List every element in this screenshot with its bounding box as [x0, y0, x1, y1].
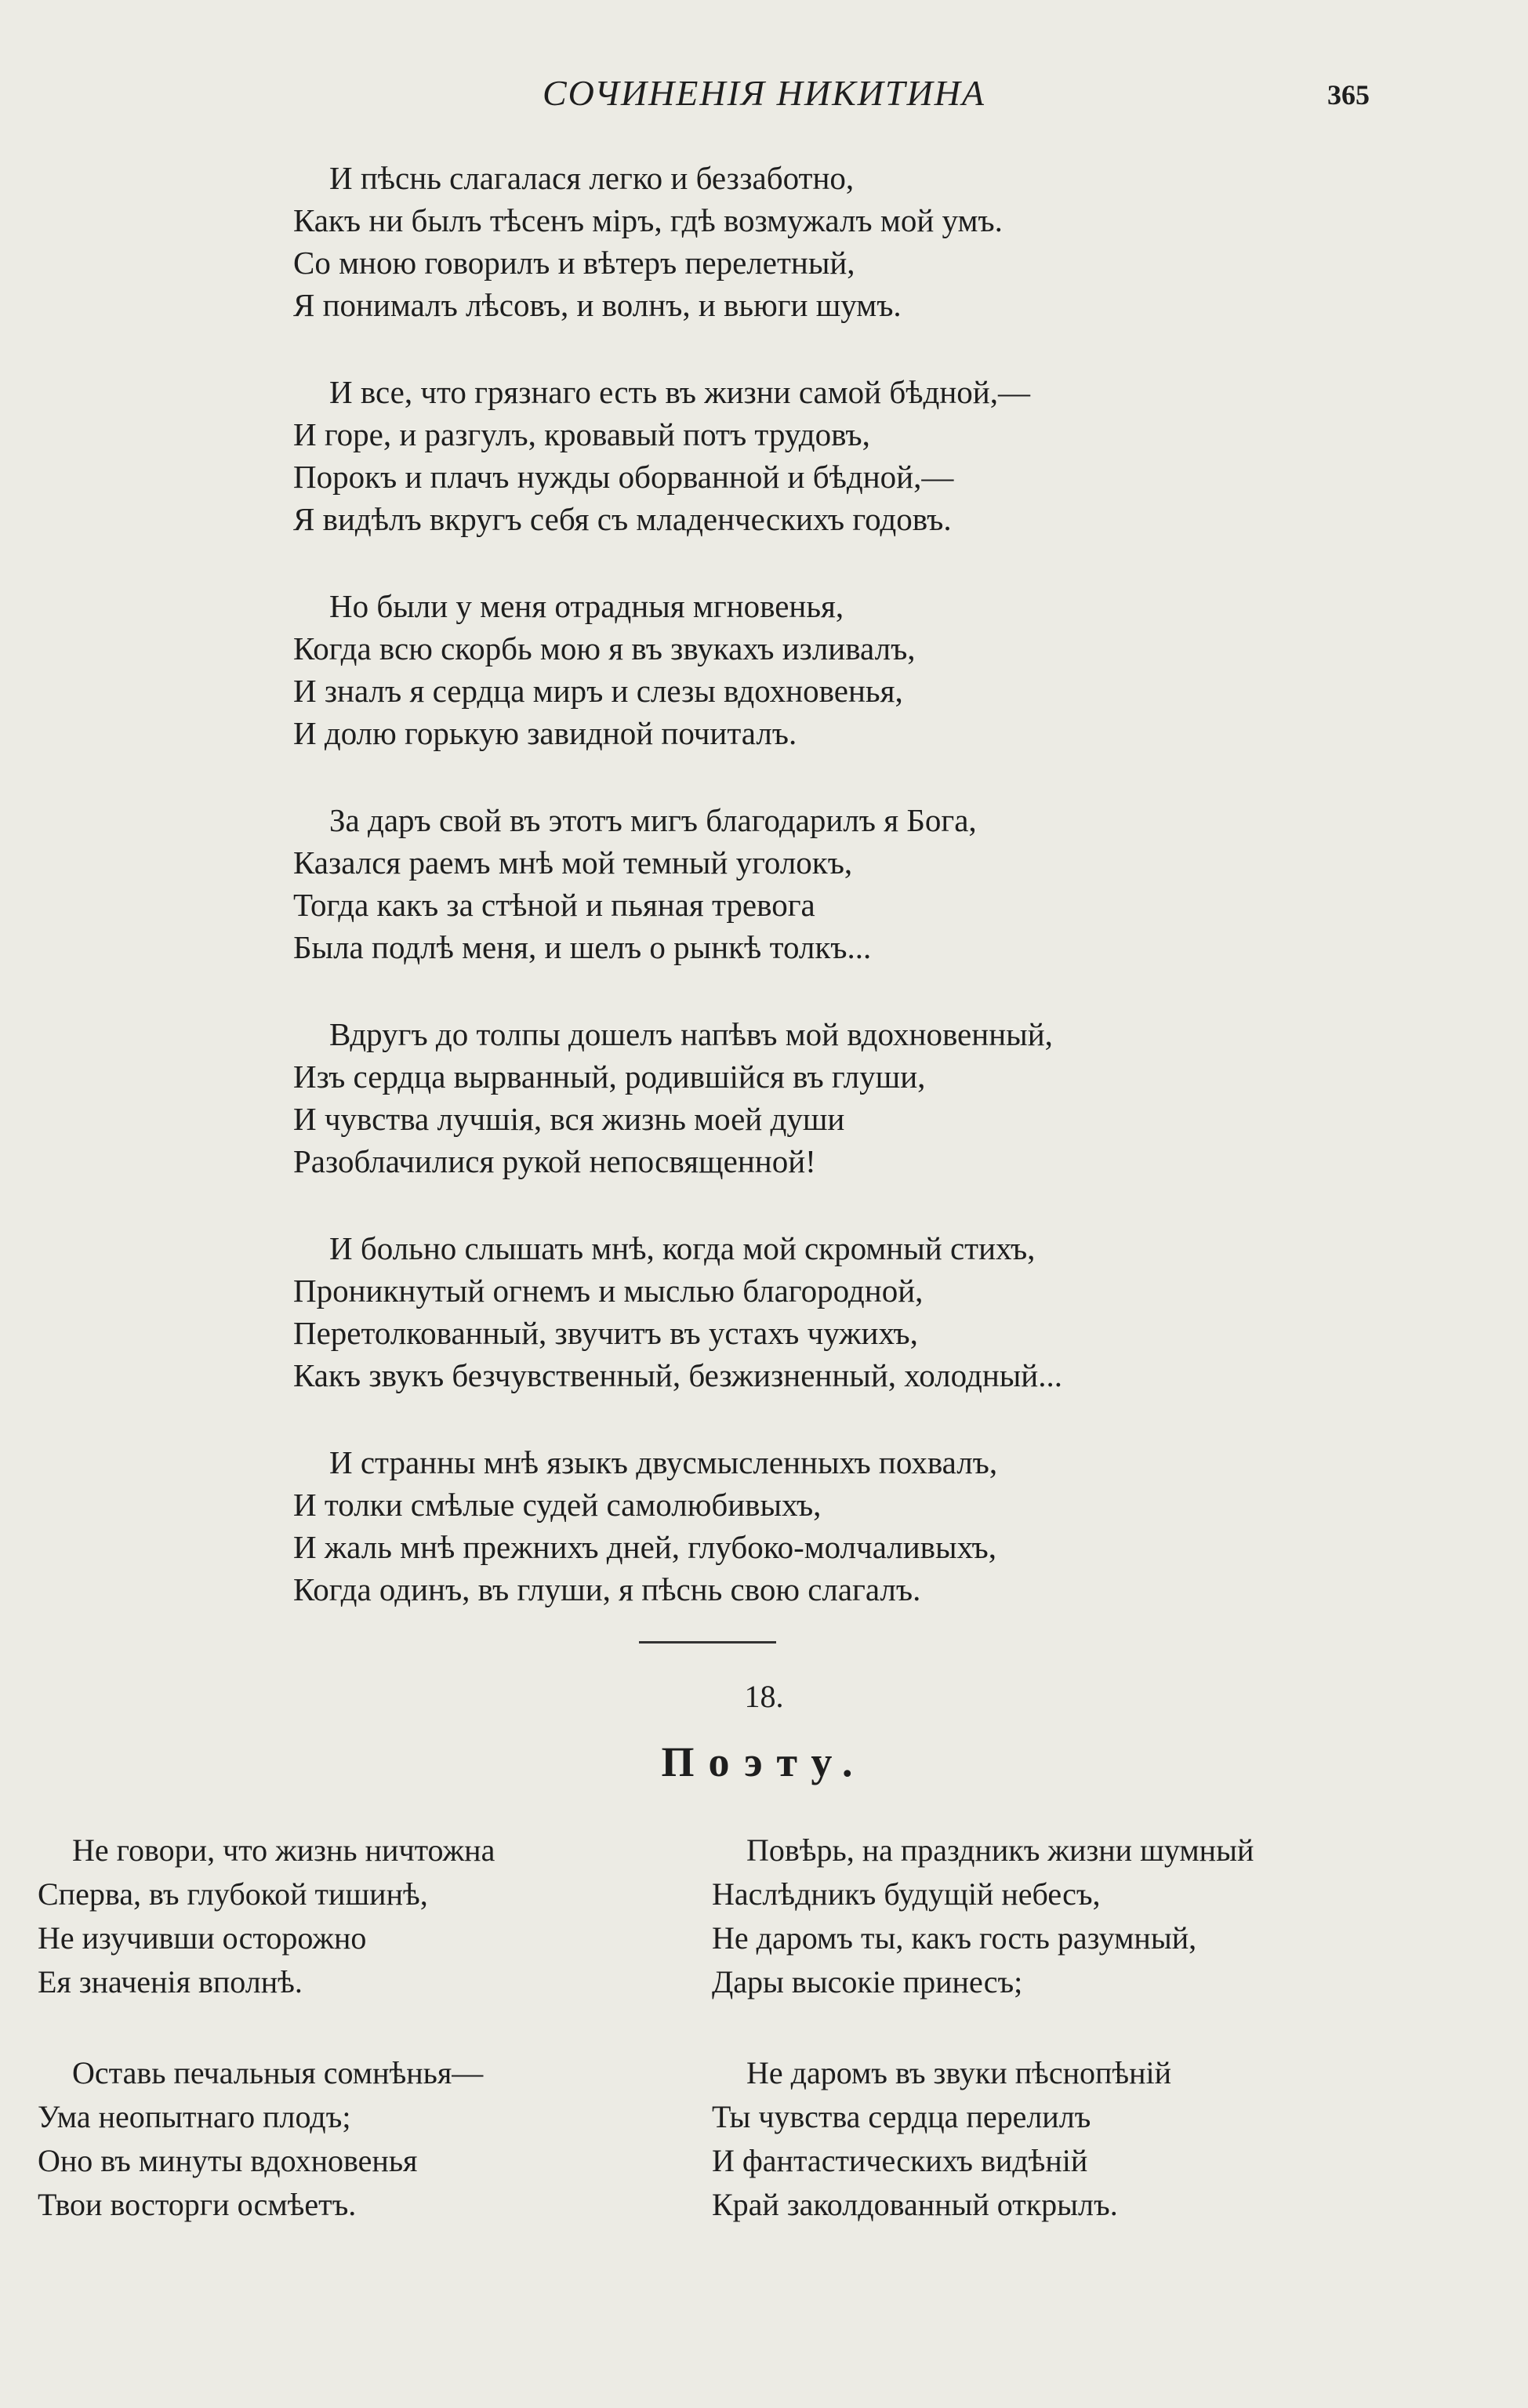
- stanza: [293, 1013, 1312, 1182]
- verse-line: Какъ ни былъ тѣсенъ міръ, гдѣ возмужалъ мой умъ.: [293, 202, 1003, 238]
- verse-line: И долю горькую завидной почиталъ.: [293, 715, 797, 751]
- verse-line: Но были у меня отрадныя мгновенья,: [329, 588, 844, 624]
- verse-line: Я видѣлъ вкругъ себя съ младенческихъ годовъ.: [293, 501, 952, 537]
- verse-line: Твои восторги осмѣетъ.: [38, 2187, 357, 2222]
- verse-line: Тогда какъ за стѣной и пьяная тревога: [293, 887, 815, 923]
- verse-line: И фантастическихъ видѣній: [712, 2143, 1088, 2178]
- stanza: [293, 157, 1312, 326]
- verse-line: Перетолкованный, звучитъ въ устахъ чужихъ,: [293, 1315, 918, 1351]
- stanza: [293, 371, 1312, 540]
- verse-line: Была подлѣ меня, и шелъ о рынкѣ толкъ...: [293, 929, 872, 965]
- verse-line: Я понималъ лѣсовъ, и волнъ, и вьюги шумъ.: [293, 287, 902, 323]
- verse-line: И больно слышать мнѣ, когда мой скромный стихъ,: [329, 1230, 1036, 1266]
- verse-line: Не говори, что жизнь ничтожна: [72, 1832, 495, 1868]
- verse-line: Сперва, въ глубокой тишинѣ,: [38, 1876, 428, 1912]
- verse-line: Ума неопытнаго плодъ;: [38, 2099, 351, 2134]
- verse-line: Изъ сердца вырванный, родившійся въ глуши,: [293, 1059, 926, 1095]
- poem-body: [293, 157, 1312, 1655]
- page-number: 365: [1327, 79, 1370, 111]
- verse-line: Казался раемъ мнѣ мой темный уголокъ,: [293, 844, 853, 881]
- poem-title: Поэту.: [661, 1738, 867, 1785]
- verse-line: Порокъ и плачъ нужды оборванной и бѣдной,—: [293, 459, 954, 495]
- verse-line: И странны мнѣ языкъ двусмысленныхъ похвалъ,: [329, 1444, 998, 1480]
- verse-line: Не даромъ ты, какъ гость разумный,: [712, 1920, 1197, 1956]
- verse-line: Оно въ минуты вдохновенья: [38, 2143, 418, 2178]
- verse-line: И жаль мнѣ прежнихъ дней, глубоко-молчаливыхъ,: [293, 1529, 996, 1565]
- verse-line: Когда одинъ, въ глуши, я пѣснь свою слагалъ.: [293, 1571, 921, 1607]
- verse-line: И чувства лучшія, вся жизнь моей души: [293, 1101, 845, 1137]
- verse-line: И все, что грязнаго есть въ жизни самой бѣдной,—: [329, 374, 1030, 410]
- stanza: [712, 1829, 1355, 2004]
- verse-line: Вдругъ до толпы дошелъ напѣвъ мой вдохновенный,: [329, 1016, 1053, 1052]
- verse-line: И пѣснь слагалася легко и беззаботно,: [329, 160, 855, 196]
- verse-line: И горе, и разгулъ, кровавый потъ трудовъ,: [293, 416, 870, 452]
- stanza: [293, 1441, 1312, 1611]
- verse-line: Ты чувства сердца перелилъ: [712, 2099, 1091, 2134]
- stanza: [38, 1829, 681, 2004]
- verse-line: Дары высокіе принесъ;: [712, 1964, 1023, 1999]
- verse-line: Не изучивши осторожно: [38, 1920, 367, 1956]
- running-header-title: СОЧИНЕНІЯ НИКИТИНА: [543, 73, 985, 113]
- verse-line: Проникнутый огнемъ и мыслью благородной,: [293, 1273, 924, 1309]
- verse-line: Со мною говорилъ и вѣтеръ перелетный,: [293, 245, 855, 281]
- stanza: [712, 2051, 1355, 2227]
- poem-column-left: [38, 1829, 681, 2274]
- verse-line: За даръ свой въ этотъ мигъ благодарилъ я Бога,: [329, 802, 977, 838]
- stanza: [38, 2051, 681, 2227]
- verse-line: Когда всю скорбь мою я въ звукахъ изливалъ,: [293, 630, 916, 666]
- stanza: [293, 799, 1312, 968]
- section-divider: [639, 1641, 776, 1643]
- verse-line: Разоблачилися рукой непосвященной!: [293, 1143, 816, 1179]
- verse-line: И толки смѣлые судей самолюбивыхъ,: [293, 1487, 822, 1523]
- verse-line: Повѣрь, на праздникъ жизни шумный: [746, 1832, 1254, 1868]
- verse-line: Ея значенія вполнѣ.: [38, 1964, 303, 1999]
- stanza: [293, 585, 1312, 754]
- stanza: [293, 1227, 1312, 1396]
- verse-line: Край заколдованный открылъ.: [712, 2187, 1118, 2222]
- verse-line: И зналъ я сердца миръ и слезы вдохновенья,: [293, 673, 903, 709]
- verse-line: Оставь печальныя сомнѣнья—: [72, 2055, 484, 2090]
- section-number: 18.: [744, 1679, 784, 1714]
- verse-line: Наслѣдникъ будущій небесъ,: [712, 1876, 1101, 1912]
- poem-column-right: [712, 1829, 1355, 2274]
- verse-line: Какъ звукъ безчувственный, безжизненный, холодный...: [293, 1357, 1062, 1393]
- verse-line: Не даромъ въ звуки пѣснопѣній: [746, 2055, 1172, 2090]
